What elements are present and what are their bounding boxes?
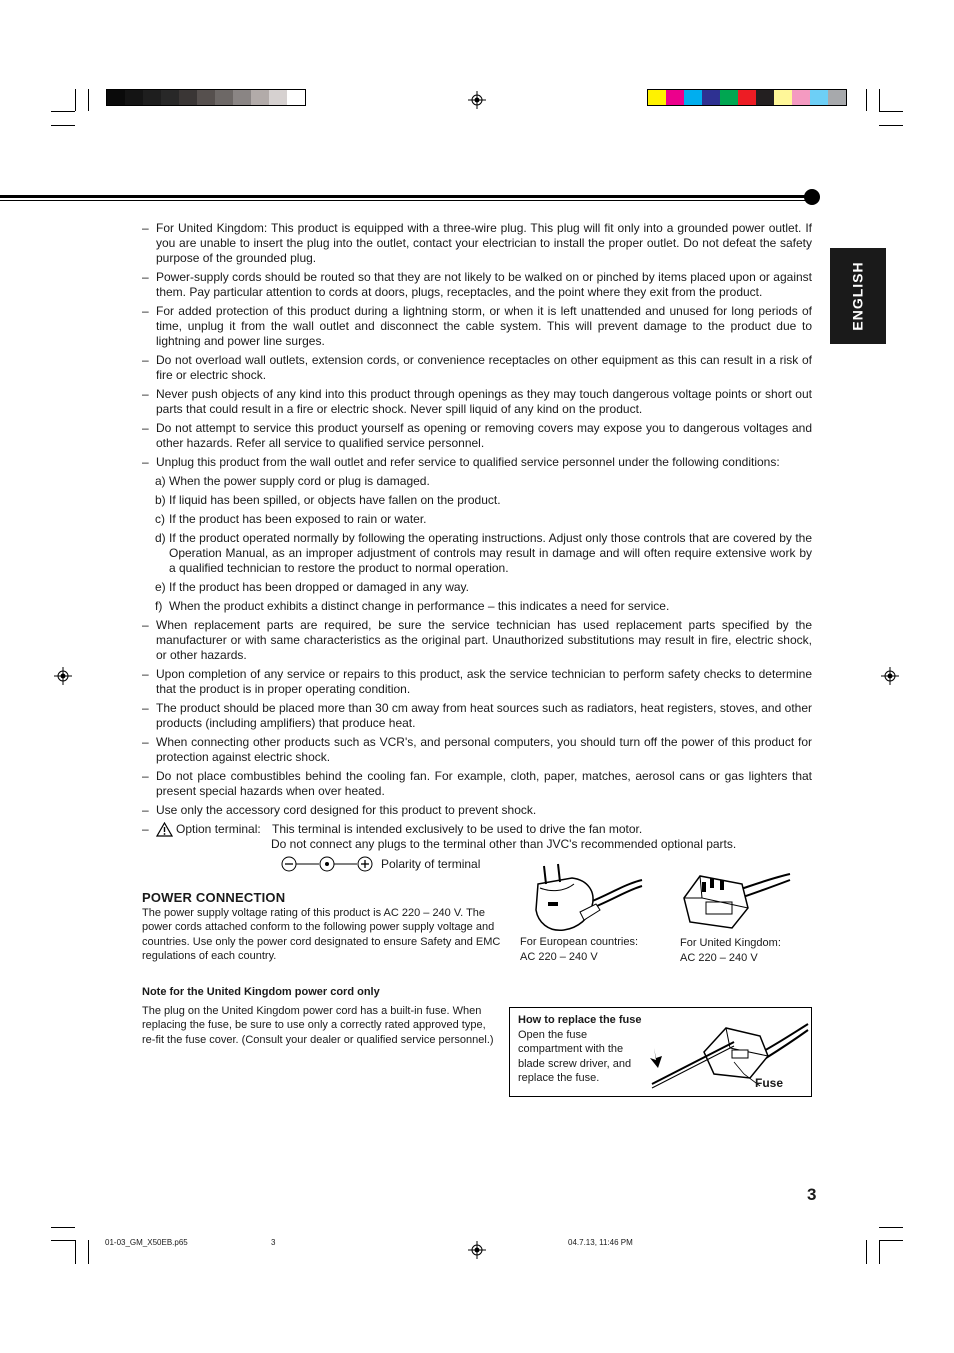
- crop-mark: [88, 1240, 89, 1264]
- condition-text: If the product operated normally by following the operating instructions. Adjust only those controls that are covered by the Operation Manual, as an improper adjustment of controls may result in damage and will often require extensive work by a qualified technician to restore the product to normal operation.: [169, 531, 812, 575]
- condition-label: d): [155, 531, 166, 545]
- condition-item: [142, 493, 812, 508]
- grey-swatch: [233, 90, 251, 105]
- header-rule: [0, 195, 812, 198]
- list-item-text: Never push objects of any kind into this product through openings as they may touch dangerous voltage points or short out parts that could result in a fire or electric shock. Never spill liquid of any kind on the product.: [156, 387, 812, 416]
- fuse-replacement-illustration-icon: [642, 1012, 810, 1094]
- instruction-list-continued: [142, 618, 812, 818]
- registration-crosshair-icon: [468, 1241, 486, 1259]
- condition-text: When the power supply cord or plug is damaged.: [169, 474, 430, 488]
- color-calibration-bar: [647, 89, 847, 106]
- color-swatch: [792, 90, 810, 105]
- color-swatch: [738, 90, 756, 105]
- uk-plug-icon: [680, 868, 792, 934]
- uk-note-heading: Note for the United Kingdom power cord only: [142, 986, 380, 998]
- grey-swatch: [287, 90, 305, 105]
- power-connection-heading: POWER CONNECTION: [142, 890, 286, 905]
- list-item: [142, 701, 812, 731]
- list-item: [142, 455, 812, 470]
- list-item: [142, 270, 812, 300]
- crop-mark: [879, 1240, 903, 1241]
- grey-swatch: [143, 90, 161, 105]
- crop-mark: [879, 89, 880, 111]
- footer-page: 3: [271, 1238, 276, 1247]
- condition-label: c): [155, 512, 165, 526]
- bullet-dash: –: [142, 353, 149, 367]
- bullet-dash: –: [142, 455, 149, 469]
- bullet-dash: –: [142, 618, 149, 632]
- grey-swatch: [179, 90, 197, 105]
- bullet-dash: –: [142, 387, 149, 401]
- instruction-list: [142, 221, 812, 470]
- condition-text: If the product has been exposed to rain or water.: [169, 512, 427, 526]
- crop-mark: [51, 111, 75, 112]
- polarity-caption: Polarity of terminal: [381, 856, 481, 871]
- grey-swatch: [161, 90, 179, 105]
- crop-mark: [879, 125, 903, 126]
- list-item-text: Power-supply cords should be routed so that they are not likely to be walked on or pinched by items placed upon or against them. Pay particular attention to cords at doors, plugs, receptacles, and the point where they exit from the product.: [156, 270, 812, 299]
- list-item: [142, 735, 812, 765]
- list-item-text: Do not place combustibles behind the cooling fan. For example, cloth, paper, matches, aerosol cans or gas lighters that present special hazards when over heated.: [156, 769, 812, 798]
- grey-swatch: [197, 90, 215, 105]
- grey-swatch: [215, 90, 233, 105]
- grey-calibration-bar: [106, 89, 306, 106]
- grey-swatch: [269, 90, 287, 105]
- list-item-text: When connecting other products such as VCR's, and personal computers, you should turn off the power of this product for protection against electric shock.: [156, 735, 812, 764]
- list-item-text: Unplug this product from the wall outlet and refer service to qualified service personnel under the following conditions:: [156, 455, 780, 469]
- bullet-dash: –: [142, 304, 149, 318]
- fuse-instruction-box: [509, 1007, 812, 1097]
- list-item-text: Do not attempt to service this product yourself as opening or removing covers may expose you to dangerous voltages and other hazards. Refer all service to qualified service personnel.: [156, 421, 812, 450]
- uk-plug-caption-line1: For United Kingdom:: [680, 937, 781, 949]
- power-connection-text: The power supply voltage rating of this product is AC 220 – 240 V. The power cords attached conform to the following power supply voltage and countries. Use only the power cord designated to ensure Safety and EMC regulations of each country.: [142, 907, 501, 963]
- color-swatch: [810, 90, 828, 105]
- fuse-box-text: Open the fuse compartment with the blade screw driver, and replace the fuse.: [518, 1029, 632, 1085]
- european-plug-icon: [530, 862, 645, 934]
- condition-text: When the product exhibits a distinct change in performance – this indicates a need for service.: [169, 599, 670, 613]
- color-swatch: [648, 90, 666, 105]
- list-item: [142, 769, 812, 799]
- condition-item: [142, 599, 812, 614]
- fuse-label: Fuse: [755, 1076, 784, 1090]
- european-plug-caption-line2: AC 220 – 240 V: [520, 950, 598, 963]
- bullet-dash: –: [142, 221, 149, 235]
- safety-instructions: [142, 221, 812, 872]
- list-item-text: Do not overload wall outlets, extension cords, or convenience receptacles on other equipment as this can result in a risk of fire or electric shock.: [156, 353, 812, 382]
- list-item-text: For United Kingdom: This product is equipped with a three-wire plug. This plug will fit only into a grounded power outlet. If you are unable to insert the plug into the outlet, contact your electrician to install the proper outlet. Do not defeat the safety purpose of the grounded plug.: [156, 221, 812, 265]
- list-item: [142, 387, 812, 417]
- condition-item: [142, 580, 812, 595]
- fuse-box-title: How to replace the fuse: [518, 1014, 642, 1026]
- list-item: [142, 421, 812, 451]
- condition-item: [142, 512, 812, 527]
- crop-mark: [879, 1240, 880, 1264]
- crop-mark: [51, 125, 75, 126]
- footer-date: 04.7.13, 11:46 PM: [568, 1238, 633, 1247]
- bullet-dash: –: [142, 735, 149, 749]
- grey-swatch: [107, 90, 125, 105]
- bullet-dash: –: [142, 667, 149, 681]
- registration-crosshair-icon: [468, 91, 486, 109]
- color-swatch: [756, 90, 774, 105]
- european-plug-caption: [520, 935, 638, 964]
- bullet-dash: –: [142, 822, 149, 836]
- condition-label: b): [155, 493, 166, 507]
- condition-text: If liquid has been spilled, or objects have fallen on the product.: [169, 493, 501, 507]
- polarity-icon: [281, 856, 373, 872]
- condition-label: a): [155, 474, 166, 488]
- condition-list: [142, 474, 812, 614]
- color-swatch: [720, 90, 738, 105]
- language-tab: [830, 248, 886, 344]
- list-item-text: Upon completion of any service or repairs to this product, ask the service technician to perform safety checks to determine that the product is in proper operating condition.: [156, 667, 812, 696]
- crop-mark: [51, 1240, 75, 1241]
- crop-mark: [75, 89, 76, 111]
- grey-swatch: [251, 90, 269, 105]
- option-terminal-row: [156, 822, 812, 837]
- color-swatch: [828, 90, 846, 105]
- crop-mark: [879, 111, 903, 112]
- list-item: [142, 618, 812, 663]
- option-terminal-line1: This terminal is intended exclusively to be used to drive the fan motor.: [272, 822, 643, 836]
- uk-note-text: The plug on the United Kingdom power cord has a built-in fuse. When replacing the fuse, be sure to use only a correctly rated approved type, re-fit the fuse cover. (Consult your dealer or qualified service personnel.): [142, 1005, 494, 1046]
- color-swatch: [774, 90, 792, 105]
- condition-text: If the product has been dropped or damaged in any way.: [169, 580, 469, 594]
- bullet-dash: –: [142, 701, 149, 715]
- registration-crosshair-icon: [54, 667, 72, 685]
- crop-mark: [879, 1227, 903, 1228]
- page-number: 3: [807, 1185, 817, 1204]
- warning-triangle-icon: [156, 822, 173, 837]
- list-item: [142, 803, 812, 818]
- crop-mark: [75, 1240, 76, 1264]
- list-item: [142, 353, 812, 383]
- bullet-dash: –: [142, 270, 149, 284]
- condition-item: [142, 474, 812, 489]
- crop-mark: [88, 89, 89, 111]
- list-item-text: For added protection of this product during a lightning storm, or when it is left unattended and unused for long periods of time, unplug it from the wall outlet and disconnect the cable system. This will prevent damage to the product due to lightning and power line surges.: [156, 304, 812, 348]
- list-item: [142, 221, 812, 266]
- european-plug-caption-line1: For European countries:: [520, 936, 639, 948]
- option-terminal-line2: Do not connect any plugs to the terminal other than JVC's recommended optional parts.: [271, 837, 737, 851]
- option-terminal-label: Option terminal:: [176, 822, 261, 836]
- condition-item: [142, 531, 812, 576]
- list-item: [142, 304, 812, 349]
- registration-crosshair-icon: [881, 667, 899, 685]
- list-item-text: The product should be placed more than 30 cm away from heat sources such as radiators, heat registers, stoves, and other products (including amplifiers) that produce heat.: [156, 701, 812, 730]
- color-swatch: [702, 90, 720, 105]
- crop-mark: [51, 1227, 75, 1228]
- color-swatch: [666, 90, 684, 105]
- uk-plug-caption: [680, 936, 781, 965]
- list-item-text: Use only the accessory cord designed for this product to prevent shock.: [156, 803, 537, 817]
- color-swatch: [684, 90, 702, 105]
- header-rule-thin: [0, 200, 812, 201]
- crop-mark: [866, 1240, 867, 1264]
- option-terminal-note: [142, 822, 812, 872]
- uk-plug-caption-line2: AC 220 – 240 V: [680, 951, 758, 964]
- language-tab-label: ENGLISH: [850, 261, 867, 331]
- bullet-dash: –: [142, 769, 149, 783]
- footer-filename: 01-03_GM_X50EB.p65: [105, 1238, 188, 1247]
- bullet-dash: –: [142, 421, 149, 435]
- crop-mark: [866, 89, 867, 111]
- list-item: [142, 667, 812, 697]
- header-rule-dot: [804, 189, 820, 205]
- bullet-dash: –: [142, 803, 149, 817]
- list-item-text: When replacement parts are required, be sure the service technician has used replacement parts specified by the manufacturer or with same characteristics as the original part. Unauthorized substitutions may result in fire, electric shock, or other hazards.: [156, 618, 812, 662]
- condition-label: e): [155, 580, 166, 594]
- condition-label: f): [155, 599, 163, 613]
- grey-swatch: [125, 90, 143, 105]
